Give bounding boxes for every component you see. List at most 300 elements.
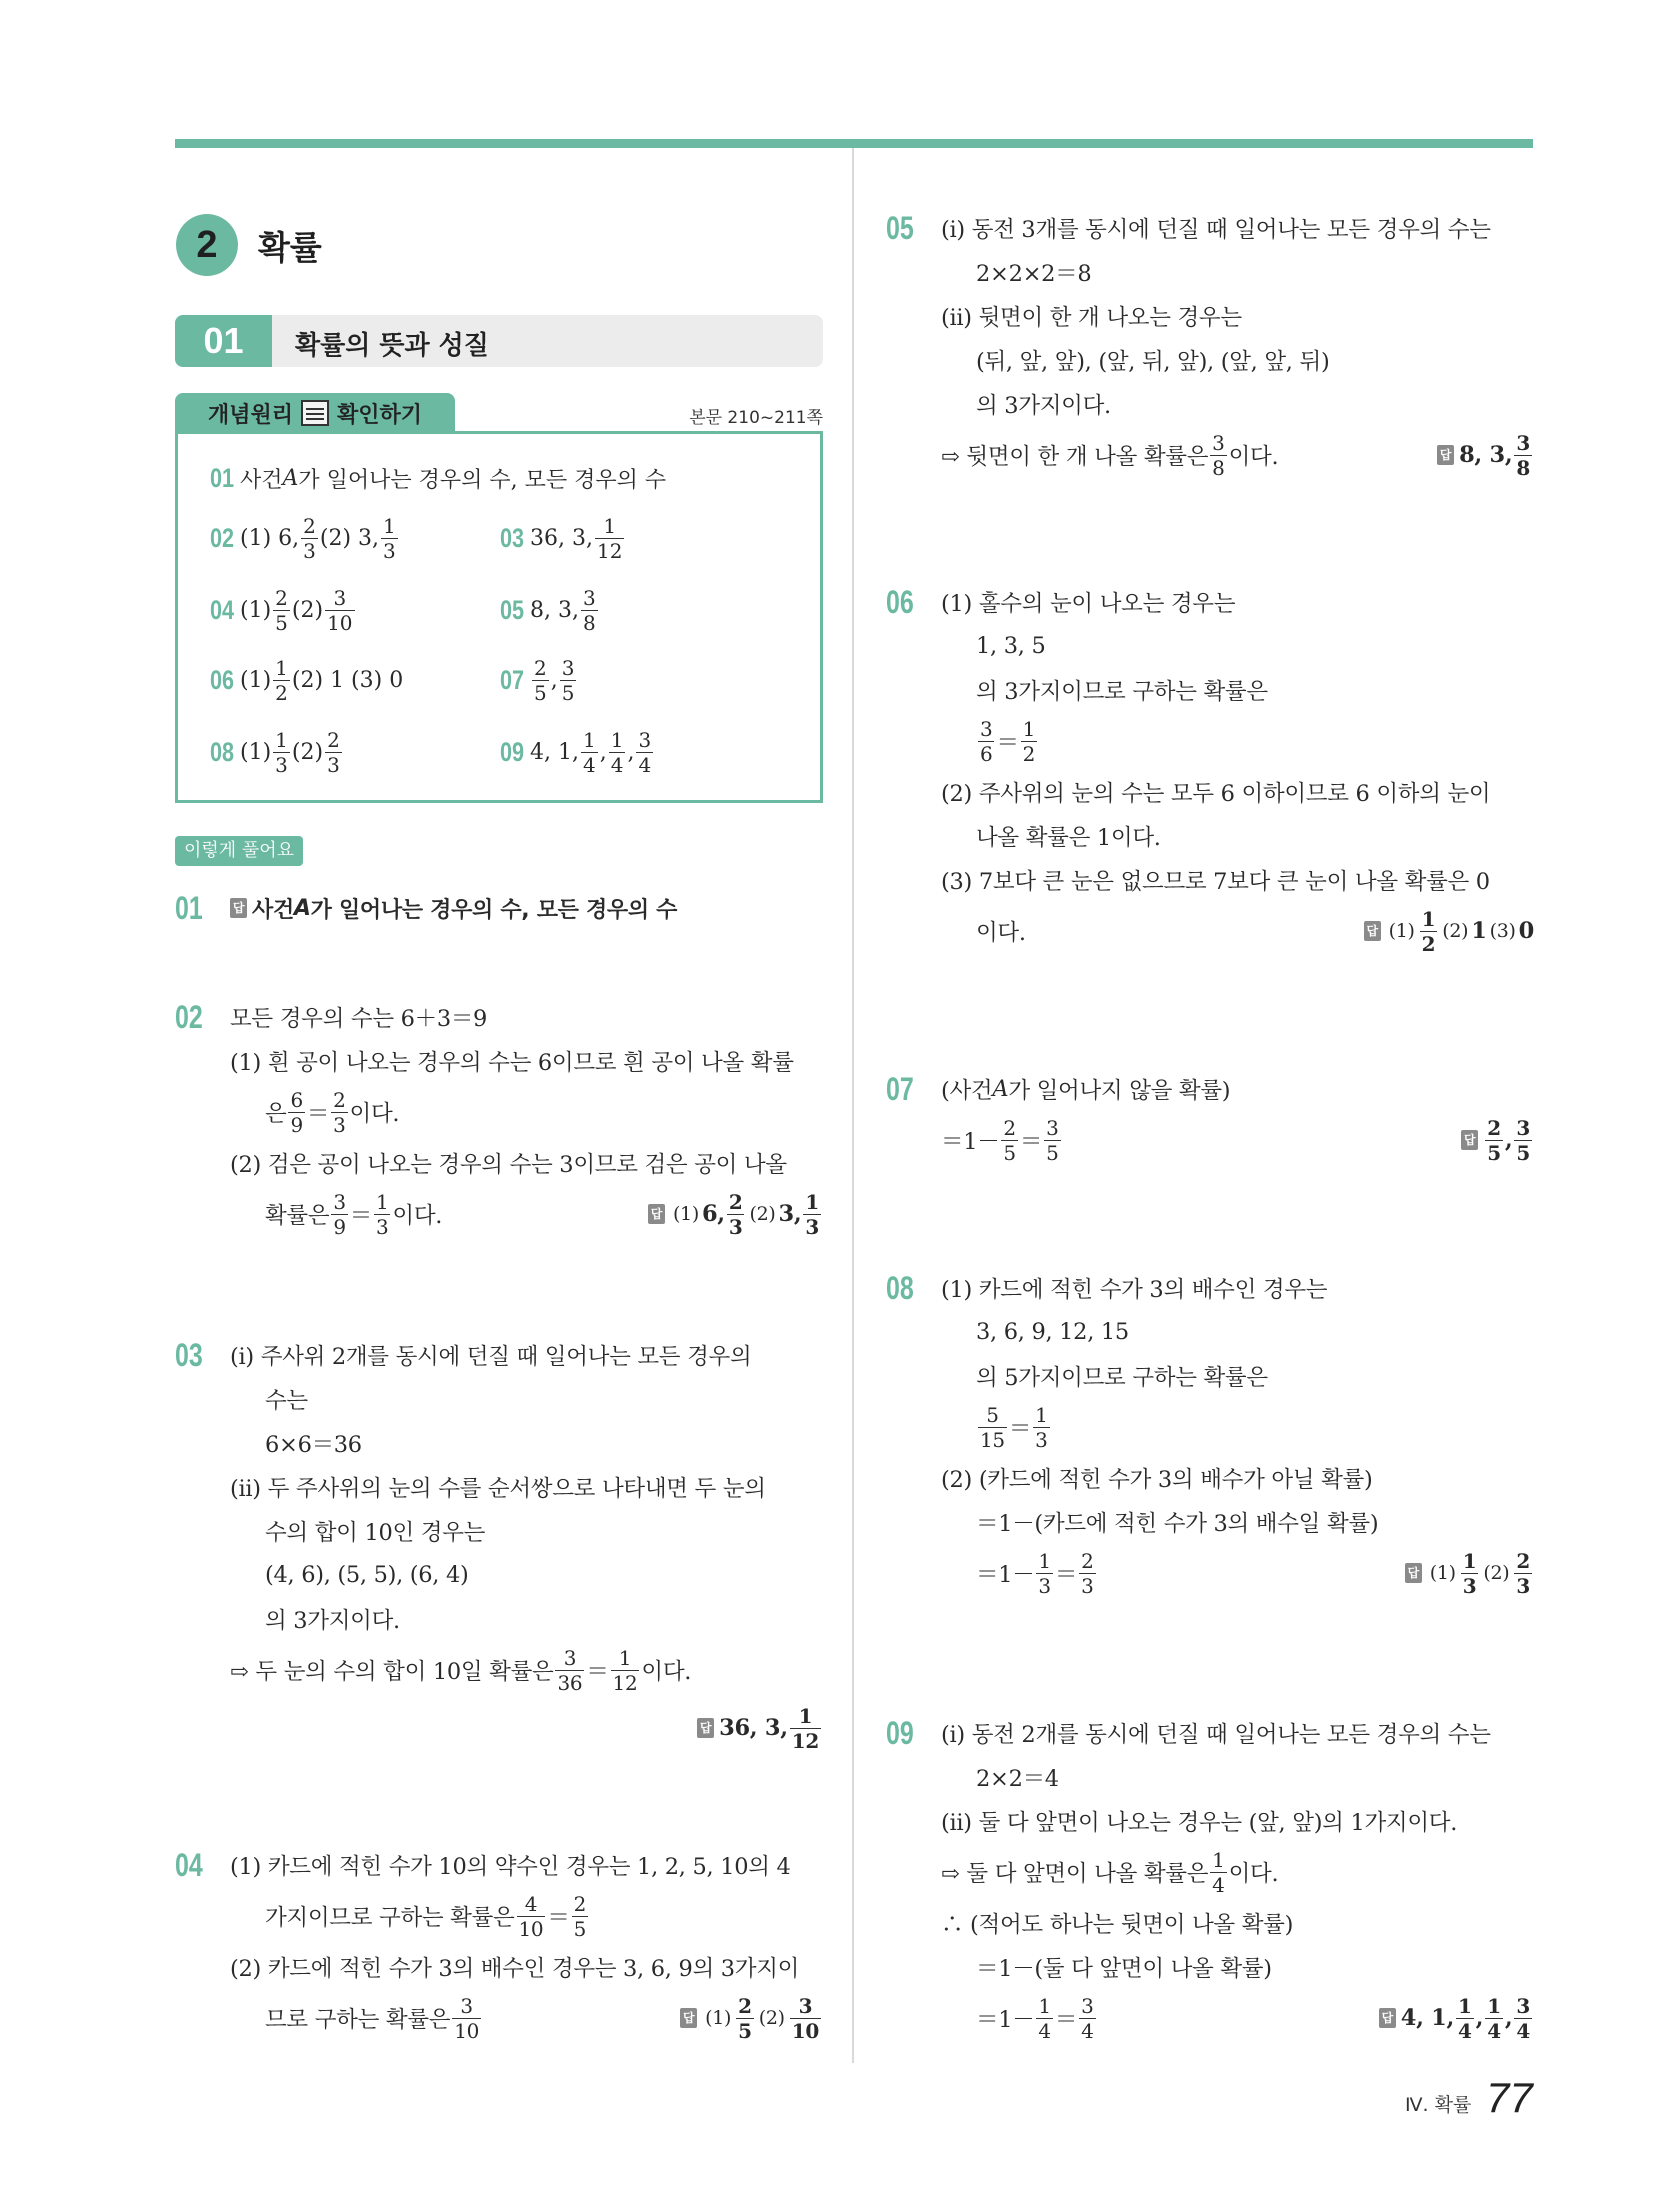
fraction: [1001, 1116, 1017, 1165]
fraction: [736, 1994, 754, 2043]
numerator: 1: [805, 1189, 819, 1214]
text: ⇨ 뒷면이 한 개 나올 확률은: [941, 444, 1209, 470]
solution-line: [941, 294, 1534, 338]
fraction: [301, 514, 318, 563]
answer-part-label: (3): [1489, 920, 1516, 942]
denominator: 3: [1035, 1427, 1048, 1452]
denominator: 4: [1038, 2018, 1051, 2043]
text: (1) 흰 공이 나오는 경우의 수는 6이므로 흰 공이 나올 확률: [230, 1050, 794, 1076]
section-header: [175, 315, 823, 367]
concept-item: [500, 724, 655, 780]
answer-part-label: (1): [1388, 920, 1415, 942]
fraction: [1514, 1116, 1532, 1165]
fraction: [595, 514, 624, 563]
solution-lines: [230, 886, 823, 930]
denominator: 5: [1046, 1140, 1059, 1165]
text: (ii) 뒷면이 한 개 나오는 경우는: [941, 305, 1242, 331]
solution-line: [941, 206, 1534, 250]
denominator: 15: [980, 1427, 1005, 1452]
concept-item: [500, 652, 578, 708]
denominator: 5: [573, 1916, 586, 1941]
answer-mark-icon: 답: [648, 1204, 665, 1224]
solution-line: [230, 1509, 823, 1553]
numerator: 5: [986, 1402, 999, 1427]
solution-line: [941, 250, 1534, 294]
top-accent-bar: [175, 139, 1533, 148]
answer-part-label: (2): [1442, 920, 1469, 942]
denominator: 10: [327, 610, 353, 635]
numerator: 1: [1487, 1993, 1501, 2018]
text: 수의 합이 10인 경우는: [265, 1520, 486, 1546]
solution-line: [941, 1500, 1534, 1544]
solution-line: [941, 668, 1534, 712]
answer-mark-icon: 답: [1405, 1563, 1422, 1583]
numerator: 2: [1003, 1115, 1016, 1140]
solution-line: [941, 1111, 1534, 1169]
numerator: 3: [460, 1993, 473, 2018]
concept-item-number: 07: [500, 664, 525, 695]
text: (1) 6,: [240, 525, 300, 551]
text: 2×2×2＝8: [976, 261, 1092, 287]
solution-lines: [230, 1333, 823, 1757]
text: (4, 6), (5, 5), (6, 4): [265, 1562, 469, 1588]
numerator: 3: [798, 1993, 813, 2018]
text: 확률은: [265, 1203, 330, 1229]
problem-number: 07: [886, 1071, 914, 1107]
numerator: 3: [582, 585, 596, 610]
solution-lines: [941, 580, 1534, 960]
denominator: 12: [596, 538, 623, 563]
problem-number: 03: [175, 1337, 203, 1373]
fraction: [609, 728, 626, 777]
text: 가지이므로 구하는 확률은: [265, 1905, 515, 1931]
numerator: 2: [728, 1189, 743, 1214]
text: (1): [240, 597, 272, 623]
fraction: [790, 1994, 821, 2043]
denominator: 2: [1022, 741, 1036, 766]
text: 2×2＝4: [976, 1766, 1059, 1792]
denominator: 2: [275, 680, 288, 705]
numerator: 6: [290, 1087, 303, 1112]
text: ＝: [349, 1203, 372, 1229]
text: 가 일어나는 경우의 수, 모든 경우의 수: [298, 467, 667, 493]
solution-lines: [941, 1711, 1534, 2047]
denominator: 3: [728, 1214, 743, 1239]
denominator: 10: [454, 2018, 480, 2043]
solution-lines: [230, 1843, 823, 2047]
text: ＝: [586, 1659, 609, 1685]
text: 6,: [701, 1201, 725, 1227]
text: (i) 주사위 2개를 동시에 던질 때 일어나는 모든 경우의: [230, 1344, 752, 1370]
text: ＝: [1019, 1129, 1043, 1155]
text: (2) 주사위의 눈의 수는 모두 6 이하이므로 6 이하의 눈이: [941, 781, 1491, 807]
answer: [648, 1190, 823, 1239]
concept-item-number: 08: [210, 736, 235, 767]
text: (뒤, 앞, 앞), (앞, 뒤, 앞), (앞, 앞, 뒤): [976, 349, 1330, 375]
numerator: 2: [1081, 1548, 1094, 1573]
text: 1: [1471, 918, 1487, 944]
fraction: [572, 1892, 588, 1941]
answer-mark-icon: 답: [230, 898, 247, 918]
concept-item: [210, 652, 403, 708]
denominator: 5: [1516, 1140, 1530, 1165]
text: (1): [240, 667, 272, 693]
answer-part-label: (2): [758, 2007, 785, 2029]
solution-line: [230, 1421, 823, 1465]
denominator: 8: [1516, 455, 1530, 480]
denominator: 3: [333, 1112, 346, 1137]
denominator: 3: [1516, 1573, 1530, 1598]
fraction: [331, 1190, 347, 1239]
fraction: [978, 717, 994, 766]
denominator: 5: [275, 610, 288, 635]
text: ,: [599, 739, 607, 765]
fraction: [273, 586, 290, 635]
numerator: 3: [980, 716, 993, 741]
concept-item: [500, 510, 626, 566]
numerator: 3: [563, 1645, 577, 1670]
numerator: 2: [303, 513, 316, 538]
solution-lines: [941, 1266, 1534, 1602]
denominator: 10: [518, 1916, 544, 1941]
text: ＝1－(카드에 적힌 수가 3의 배수일 확률): [976, 1511, 1379, 1537]
denominator: 10: [791, 2018, 819, 2043]
solution-line: [230, 995, 823, 1039]
text: ＝1－(둘 다 앞면이 나올 확률): [976, 1956, 1272, 1982]
text: 의 3가지이다.: [265, 1608, 400, 1634]
text: (i) 동전 3개를 동시에 던질 때 일어나는 모든 경우의 수는: [941, 217, 1491, 243]
solution-line: [941, 1544, 1534, 1602]
numerator: 2: [573, 1891, 586, 1916]
text: (3) 7보다 큰 눈은 없으므로 7보다 큰 눈이 나올 확률은 0: [941, 869, 1490, 895]
text: (1): [240, 739, 272, 765]
text: ＝1－: [976, 2007, 1035, 2033]
text: 이다.: [1228, 1861, 1279, 1887]
denominator: 4: [1081, 2018, 1094, 2043]
numerator: 1: [1038, 1993, 1051, 2018]
text: 수는: [265, 1388, 308, 1414]
solution-lines: [941, 1067, 1534, 1169]
text: ⇨ 둘 다 앞면이 나올 확률은: [941, 1861, 1209, 1887]
numerator: 3: [1046, 1115, 1059, 1140]
concept-item: [210, 582, 357, 638]
text: 이다.: [1228, 444, 1279, 470]
numerator: 2: [738, 1993, 752, 2018]
denominator: 4: [582, 752, 596, 777]
chapter-title: 확률: [258, 228, 322, 267]
numerator: 1: [1022, 716, 1036, 741]
numerator: 1: [618, 1645, 632, 1670]
numerator: 1: [383, 513, 396, 538]
text: 므로 구하는 확률은: [265, 2007, 451, 2033]
problem-number: 09: [886, 1715, 914, 1751]
section-title: 확률의 뜻과 성질: [295, 331, 489, 361]
fraction: [1210, 1848, 1226, 1897]
answer-part-label: (2): [1483, 1562, 1510, 1584]
answer: [680, 1994, 823, 2043]
fraction: [1456, 1994, 1474, 2043]
numerator: 3: [1516, 1115, 1530, 1140]
fraction: [611, 1646, 640, 1695]
solution-line: [941, 1843, 1534, 1901]
solution-line: [230, 1843, 823, 1887]
fraction: [560, 656, 577, 705]
denominator: 3: [1038, 1573, 1051, 1598]
fraction: [978, 1403, 1007, 1452]
fraction: [374, 1190, 390, 1239]
text: 사건: [240, 467, 283, 493]
fraction: [581, 586, 598, 635]
text: 사건: [252, 897, 294, 923]
denominator: 2: [1421, 931, 1436, 956]
text: ＝: [996, 730, 1019, 756]
denominator: 9: [290, 1112, 303, 1137]
solutions-badge: 이렇게 풀어요: [175, 836, 303, 866]
solution-line: [941, 814, 1534, 858]
denominator: 5: [1487, 1140, 1501, 1165]
problem-number: 05: [886, 210, 914, 246]
solution-line: [230, 1185, 823, 1243]
concept-box-tab: [175, 393, 455, 433]
text: 은: [265, 1101, 287, 1127]
concept-item-number: 02: [210, 522, 235, 553]
text: (i) 동전 2개를 동시에 던질 때 일어나는 모든 경우의 수는: [941, 1722, 1491, 1748]
concept-item-number: 06: [210, 664, 235, 695]
text: 의 3가지이다.: [976, 393, 1111, 419]
text: 의 5가지이므로 구하는 확률은: [976, 1365, 1268, 1391]
fraction: [790, 1704, 821, 1753]
denominator: 4: [610, 752, 624, 777]
numerator: 3: [333, 585, 347, 610]
answer: [1379, 1994, 1534, 2043]
denominator: 8: [582, 610, 596, 635]
denominator: 3: [805, 1214, 819, 1239]
numerator: 1: [798, 1703, 813, 1728]
solution-line: [230, 1553, 823, 1597]
text: 3, 6, 9, 12, 15: [976, 1319, 1129, 1345]
solution-line: [230, 886, 823, 930]
text: (1) 홀수의 눈이 나오는 경우는: [941, 591, 1236, 617]
solution-line: [941, 1067, 1534, 1111]
solution-line: [941, 1755, 1534, 1799]
text: 이다.: [392, 1203, 443, 1229]
numerator: 1: [275, 655, 288, 680]
text: (ii) 두 주사위의 눈의 수를 순서쌍으로 나타내면 두 눈의: [230, 1476, 766, 1502]
answer: [1364, 907, 1534, 956]
text: ,: [1504, 1127, 1513, 1153]
numerator: 2: [534, 655, 547, 680]
solution-line: [941, 712, 1534, 770]
solution-line: [941, 624, 1534, 668]
notebook-icon: [301, 400, 329, 426]
solution-line: [941, 382, 1534, 426]
numerator: 3: [1212, 430, 1225, 455]
fraction: [273, 728, 290, 777]
numerator: 1: [603, 513, 617, 538]
text: (2): [291, 739, 324, 765]
answer-mark-icon: 답: [1364, 921, 1381, 941]
answer: [1437, 431, 1534, 480]
solution-line: [230, 1597, 823, 1641]
denominator: 5: [1003, 1140, 1016, 1165]
answer: [1405, 1549, 1534, 1598]
numerator: 1: [1421, 906, 1436, 931]
text: 이다.: [641, 1659, 692, 1685]
text: ⇨ 두 눈의 수의 합이 10일 확률은: [230, 1659, 554, 1685]
text: ＝: [547, 1905, 570, 1931]
page-number: 77: [1486, 2074, 1533, 2121]
numerator: 2: [327, 727, 340, 752]
fraction: [331, 1088, 347, 1137]
section-number: 01: [175, 315, 272, 367]
text: 가 일어나지 않을 확률): [1008, 1078, 1231, 1104]
concept-item: [210, 450, 666, 506]
solution-line: [941, 902, 1534, 960]
fraction: [1420, 907, 1438, 956]
denominator: 4: [1212, 1872, 1225, 1897]
fraction: [325, 728, 342, 777]
answer-part-label: (2): [749, 1203, 776, 1225]
text: ＝: [1054, 2007, 1078, 2033]
answer: [1461, 1116, 1534, 1165]
denominator: 5: [561, 680, 575, 705]
text: (2) 3,: [319, 525, 380, 551]
solution-line: [941, 1711, 1534, 1755]
text: ＝1－: [941, 1129, 1000, 1155]
text: ＝1－: [976, 1562, 1035, 1588]
solution-line: [941, 1945, 1534, 1989]
text: ,: [627, 739, 635, 765]
denominator: 3: [327, 752, 340, 777]
fraction: [803, 1190, 821, 1239]
solution-line: [941, 1398, 1534, 1456]
solution-line: [941, 426, 1534, 484]
fraction: [1461, 1549, 1479, 1598]
answer-mark-icon: 답: [697, 1718, 714, 1738]
fraction: [1036, 1994, 1052, 2043]
denominator: 4: [1487, 2018, 1501, 2043]
solution-line: [941, 1310, 1534, 1354]
text: 가 일어나는 경우의 수, 모든 경우의 수: [310, 897, 678, 923]
fraction: [1514, 1994, 1532, 2043]
math-variable: A: [282, 465, 299, 491]
concept-item-number: 01: [210, 462, 235, 493]
concept-tab-left: 개념원리: [207, 402, 293, 428]
numerator: 1: [1035, 1402, 1048, 1427]
denominator: 3: [275, 752, 288, 777]
text: ＝: [306, 1101, 330, 1127]
solution-line: [941, 338, 1534, 382]
denominator: 4: [1516, 2018, 1530, 2043]
fraction: [273, 656, 290, 705]
text: 이다.: [976, 920, 1026, 946]
text: 의 3가지이므로 구하는 확률은: [976, 679, 1268, 705]
numerator: 1: [1462, 1548, 1477, 1573]
text: (1) 카드에 적힌 수가 10의 약수인 경우는 1, 2, 5, 10의 4: [230, 1854, 791, 1880]
fraction: [1514, 1549, 1532, 1598]
numerator: 2: [1487, 1115, 1501, 1140]
text: 6×6＝36: [265, 1432, 362, 1458]
solution-line: [230, 1989, 823, 2047]
answer-mark-icon: 답: [1379, 2008, 1396, 2028]
denominator: 3: [303, 538, 316, 563]
numerator: 1: [610, 727, 624, 752]
text: (2): [291, 597, 324, 623]
concept-item-number: 03: [500, 522, 525, 553]
denominator: 4: [1458, 2018, 1472, 2043]
fraction: [727, 1190, 745, 1239]
concept-tab-right: 확인하기: [337, 402, 423, 428]
solution-line: [230, 1333, 823, 1377]
denominator: 8: [1212, 455, 1225, 480]
fraction: [1210, 431, 1226, 480]
fraction: [325, 586, 354, 635]
concept-item-number: 05: [500, 594, 525, 625]
solution-line: [941, 1989, 1534, 2047]
solution-line: [230, 1887, 823, 1945]
text: (사건: [941, 1078, 993, 1104]
fraction: [555, 1646, 584, 1695]
answer-part-label: (1): [705, 2007, 732, 2029]
problem-number: 02: [175, 999, 203, 1035]
concept-item: [210, 724, 344, 780]
problem-number: 04: [175, 1847, 203, 1883]
solution-line: [230, 1377, 823, 1421]
problem-number: 01: [175, 890, 203, 926]
concept-item-number: 04: [210, 594, 235, 625]
fraction: [1044, 1116, 1060, 1165]
solution-line: [230, 1141, 823, 1185]
solution-lines: [941, 206, 1534, 484]
solution-line: [941, 1901, 1534, 1945]
page-reference: 본문 210~211쪽: [689, 408, 823, 428]
numerator: 3: [638, 727, 652, 752]
solution-line: [941, 858, 1534, 902]
concept-item: [210, 510, 400, 566]
fraction: [532, 656, 549, 705]
concept-item-number: 09: [500, 736, 525, 767]
text: ,: [1504, 2005, 1513, 2031]
problem-number: 06: [886, 584, 914, 620]
numerator: 2: [1516, 1548, 1530, 1573]
numerator: 1: [1458, 1993, 1472, 2018]
numerator: 1: [275, 727, 288, 752]
text: ∴ (적어도 하나는 뒷면이 나올 확률): [941, 1912, 1294, 1938]
text: 8, 3,: [530, 597, 579, 623]
text: 나올 확률은 1이다.: [976, 825, 1161, 851]
answer-part-label: (1): [1429, 1562, 1456, 1584]
fraction: [1021, 717, 1037, 766]
answer-mark-icon: 답: [680, 2008, 697, 2028]
text: 36, 3,: [530, 525, 593, 551]
footer-chapter: Ⅳ. 확률: [1405, 2094, 1472, 2116]
fraction: [1079, 1994, 1095, 2043]
fraction: [1485, 1994, 1503, 2043]
text: (2) 검은 공이 나오는 경우의 수는 3이므로 검은 공이 나올: [230, 1152, 787, 1178]
answer: [697, 1704, 823, 1753]
solution-line: [230, 1945, 823, 1989]
answer: [230, 893, 677, 924]
concept-item: [500, 582, 600, 638]
solution-line: [230, 1039, 823, 1083]
denominator: 5: [738, 2018, 752, 2043]
text: ,: [1475, 2005, 1484, 2031]
denominator: 4: [638, 752, 652, 777]
text: 0: [1518, 918, 1534, 944]
numerator: 1: [375, 1189, 389, 1214]
denominator: 12: [612, 1670, 638, 1695]
text: 4, 1,: [530, 739, 579, 765]
